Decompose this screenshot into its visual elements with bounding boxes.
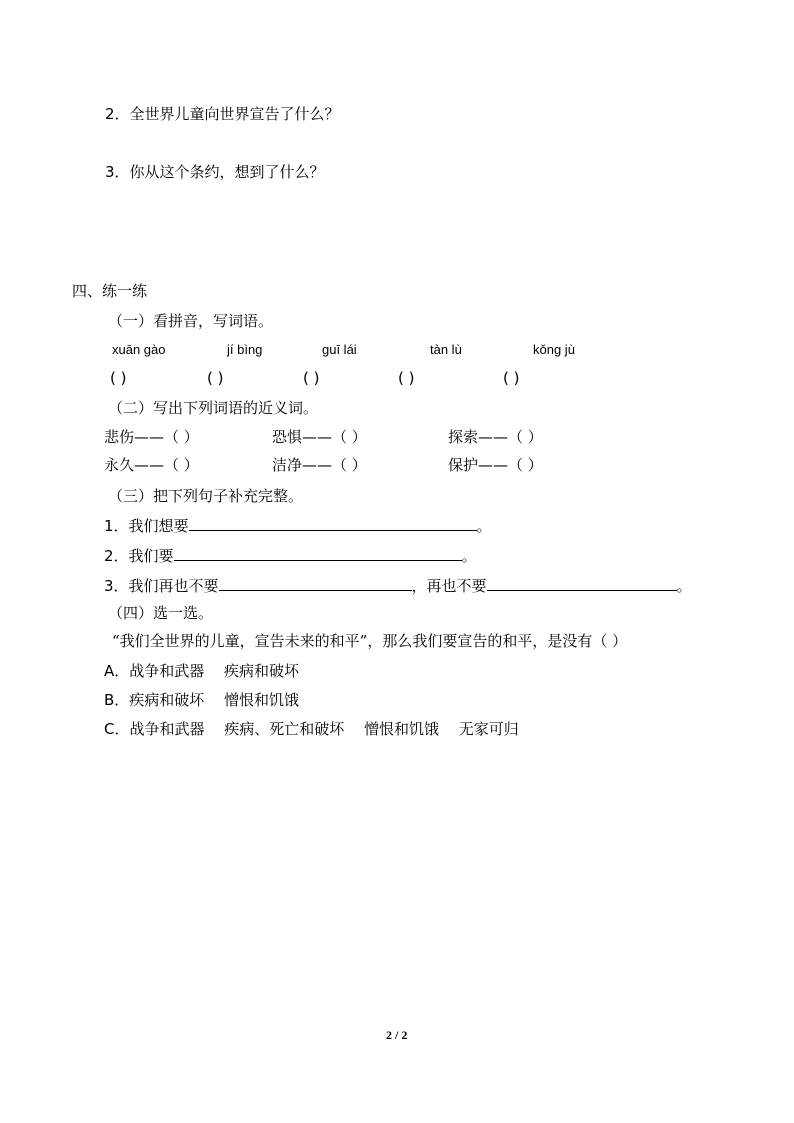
synonym-item[interactable]: 悲伤——（ ） [104, 428, 199, 446]
sentence-3-blank-2[interactable] [487, 574, 677, 591]
sentence-2-blank[interactable] [174, 544, 462, 561]
answer-blank-5[interactable]: ( ) [503, 369, 520, 387]
answer-blank-1[interactable]: ( ) [110, 369, 127, 387]
section-title: 四、练一练 [72, 282, 148, 300]
synonym-item[interactable]: 洁净——（ ） [272, 456, 367, 474]
part3-title: （三）把下列句子补充完整。 [108, 487, 304, 505]
pinyin-5: kǒng jù [533, 342, 575, 357]
answer-blank-2[interactable]: ( ) [207, 369, 224, 387]
sentence-1-suffix: 。 [476, 517, 492, 535]
choice-question: “我们全世界的儿童，宣告未来的和平”，那么我们要宣告的和平，是没有（ ） [112, 632, 628, 650]
synonym-item[interactable]: 保护——（ ） [448, 456, 543, 474]
sentence-1-blank[interactable] [189, 514, 477, 531]
sentence-3-blank-1[interactable] [219, 574, 412, 591]
part2-title: （二）写出下列词语的近义词。 [108, 399, 319, 417]
synonym-item[interactable]: 永久——（ ） [104, 456, 199, 474]
sentence-3-mid: ，再也不要 [411, 577, 487, 595]
question-3: 3．你从这个条约，想到了什么？ [105, 163, 325, 181]
synonym-item[interactable]: 探索——（ ） [448, 428, 543, 446]
part1-title: （一）看拼音，写词语。 [108, 312, 274, 330]
sentence-2-prefix: 2．我们要 [104, 547, 174, 565]
option-a[interactable]: A．战争和武器 疾病和破坏 [104, 662, 300, 680]
sentence-1 [104, 514, 492, 536]
answer-blank-4[interactable]: ( ) [398, 369, 415, 387]
page-number: 2 / 2 [386, 1028, 408, 1042]
pinyin-3: guī lái [322, 342, 357, 357]
option-b[interactable]: B．疾病和破坏 憎恨和饥饿 [104, 691, 300, 709]
option-c[interactable]: C．战争和武器 疾病、死亡和破坏 憎恨和饥饿 无家可归 [104, 720, 519, 738]
sentence-1-prefix: 1．我们想要 [104, 517, 189, 535]
pinyin-1: xuān gào [112, 342, 166, 357]
sentence-3-prefix: 3．我们再也不要 [104, 577, 219, 595]
answer-blank-3[interactable]: ( ) [303, 369, 320, 387]
question-2: 2．全世界儿童向世界宣告了什么？ [105, 105, 340, 123]
pinyin-2: jí bìng [227, 342, 263, 357]
pinyin-4: tàn lù [430, 342, 462, 357]
sentence-3-suffix: 。 [676, 577, 692, 595]
sentence-2 [104, 544, 477, 566]
synonym-item[interactable]: 恐惧——（ ） [272, 428, 367, 446]
sentence-2-suffix: 。 [461, 547, 477, 565]
part4-title: （四）选一选。 [108, 604, 214, 622]
sentence-3 [104, 574, 692, 596]
